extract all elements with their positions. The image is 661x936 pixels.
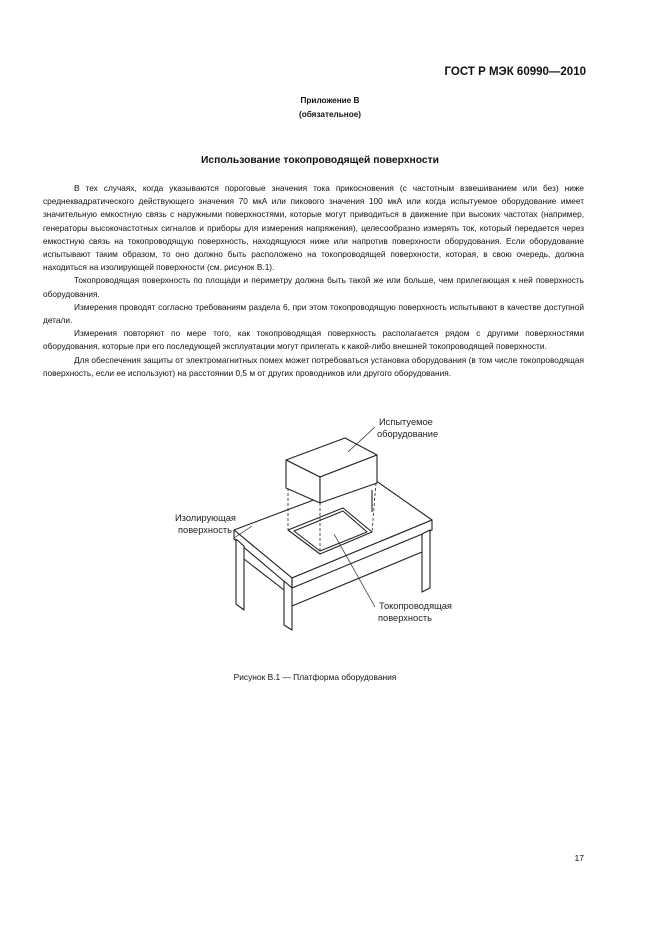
- page-number: 17: [574, 853, 584, 863]
- label-conductive-line2: поверхность: [378, 613, 432, 623]
- paragraph: Измерения проводят согласно требованиям раздела 6, при этом токопроводящую поверхность испытывают в качестве доступной детали.: [43, 301, 584, 326]
- annex-status: (обязательное): [299, 110, 361, 119]
- figure-caption: Рисунок В.1 — Платформа оборудования: [233, 672, 397, 682]
- table-leg-front: [284, 581, 292, 630]
- table-leg-right: [422, 530, 430, 592]
- label-equipment-line1: Испытуемое: [379, 417, 433, 427]
- annex-title: Приложение В: [300, 96, 360, 105]
- body-text: [43, 182, 584, 380]
- label-insulating-line2: поверхность: [178, 525, 232, 535]
- document-header: ГОСТ Р МЭК 60990—2010: [444, 66, 586, 78]
- annex-heading: [180, 94, 480, 122]
- paragraph: В тех случаях, когда указываются пороговые значения тока прикосновения (с частотным взвешиванием или без) ниже среднеквадратического действующего значения 70 мкА или пикового значения 100 мкА или когда испытуемое оборудование имеет значительную емкостную связь с наружными поверхностями, которые могут приводиться в движение при высоких частотах (например, генераторы высокочастотных сигналов и приборы для измерения напряжения), целесообразно измерять ток, который передается через емкостную связь на токопроводящую поверхность, находящуюся ниже или напротив поверхности оборудования. Если оборудование испытывают таким образом, то оно должно быть расположено на токопроводящей поверхности, которая, в свою очередь, должна находиться на изолирующей поверхности (см. рисунок В.1).: [43, 183, 584, 273]
- equipment-platform-figure: [160, 400, 500, 640]
- label-equipment-line2: оборудование: [377, 429, 439, 439]
- table-leg-front-left: [236, 539, 244, 610]
- paragraph: Измерения повторяют по мере того, как токопроводящая поверхность располагается рядом с другими поверхностями оборудования, которые при его последующей эксплуатации могут прилегать к какой-либо внешней токопроводящей поверхности.: [43, 328, 584, 352]
- paragraph: Токопроводящая поверхность по площади и периметру должна быть такой же или больше, чем прилегающая к ней поверхность оборудования.: [43, 275, 584, 299]
- label-insulating-line1: Изолирующая: [175, 513, 236, 523]
- paragraph: Для обеспечения защиты от электромагнитных помех может потребоваться установка оборудования (в том числе токопроводящая поверхность, если ее используют) на расстоянии 0,5 м от других проводников или другого оборудования.: [43, 354, 584, 378]
- section-title: Использование токопроводящей поверхности: [200, 155, 440, 166]
- label-conductive-line1: Токопроводящая: [379, 601, 452, 611]
